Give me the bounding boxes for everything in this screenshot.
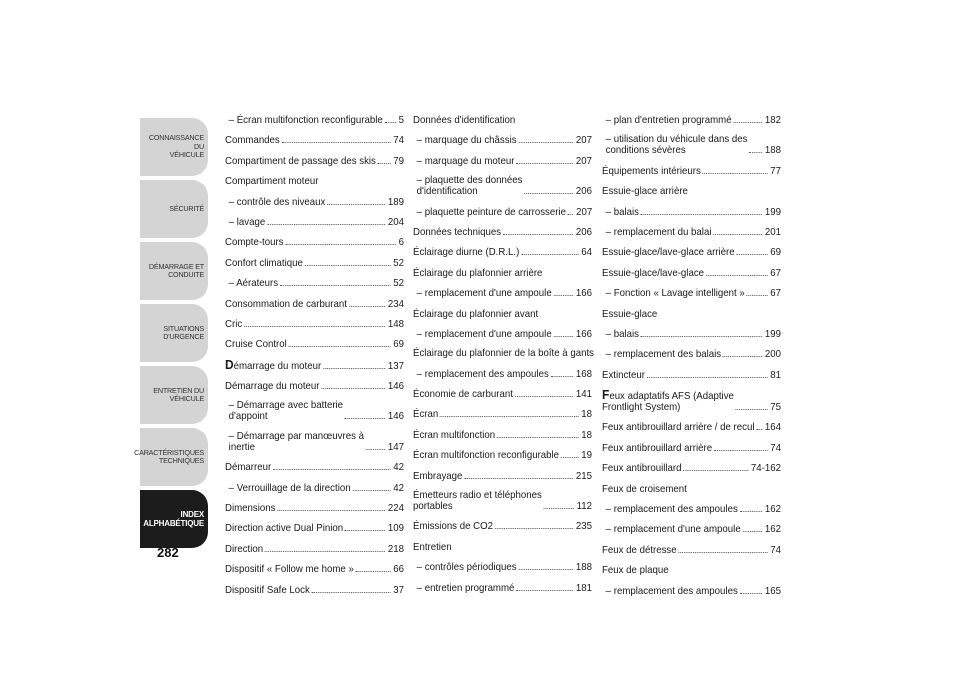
index-entry-page: 199: [764, 205, 781, 218]
index-entry-text: – remplacement des ampoules: [416, 367, 549, 380]
index-entry-text: – Démarrage par manœuvres à inertie: [228, 429, 364, 453]
index-entry-text: – utilisation du véhicule dans des conditions sévères: [605, 133, 748, 157]
index-entry: [602, 308, 781, 320]
chapter-sidebar: [134, 118, 208, 552]
dot-leader: [554, 295, 574, 296]
dot-leader: [518, 142, 573, 143]
index-entry-page: 224: [387, 502, 404, 515]
index-entry-text: Essuie-glace arrière: [602, 185, 688, 198]
index-entry: [413, 582, 592, 594]
dot-leader: [440, 416, 578, 417]
index-entry-page: 79: [393, 154, 404, 167]
dot-leader: [378, 163, 391, 164]
dot-leader: [464, 478, 573, 479]
index-entry: [413, 561, 592, 573]
index-entry-text: Éclairage diurne (D.R.L.): [413, 246, 520, 259]
index-entry: [413, 267, 592, 279]
dot-leader: [641, 214, 762, 215]
index-entry-text: – balais: [605, 205, 639, 218]
dot-leader: [524, 193, 573, 194]
index-entry-page: 69: [393, 338, 404, 351]
index-entry-text: Cruise Control: [225, 338, 287, 351]
index-entry: [413, 246, 592, 258]
index-entry-page: 166: [575, 287, 592, 300]
index-entry-text: Feux de plaque: [602, 564, 669, 577]
index-entry-text: Éclairage du plafonnier avant: [413, 307, 539, 320]
index-entry: [413, 348, 592, 359]
index-entry-page: 42: [393, 461, 404, 474]
index-entry: [602, 544, 781, 556]
index-entry-text: – remplacement d'une ampoule: [605, 523, 741, 536]
chapter-tab-6[interactable]: [134, 428, 208, 486]
index-entry: [602, 369, 781, 381]
index-entry: [413, 328, 592, 340]
index-entry-page: 201: [764, 225, 781, 238]
index-entry-page: 74: [393, 134, 404, 147]
index-entry-text: – Écran multifonction reconfigurable: [228, 114, 383, 126]
index-entry: [602, 134, 781, 156]
dot-leader: [749, 152, 762, 153]
dot-leader: [280, 285, 391, 286]
index-entry-page: 137: [387, 359, 404, 372]
index-entry-page: 19: [581, 449, 592, 462]
dot-leader: [733, 122, 762, 123]
index-entry: [413, 388, 592, 400]
index-entry-text: Dimensions: [225, 502, 276, 515]
chapter-tab-label: SÉCURITÉ: [169, 203, 204, 213]
index-entry-page: 148: [387, 317, 404, 330]
chapter-tab-7[interactable]: [140, 490, 208, 548]
index-entry: [225, 134, 404, 146]
index-entry-page: 6: [398, 236, 404, 249]
index-entry: [413, 134, 592, 146]
dot-leader: [554, 336, 574, 337]
index-entry-page: 67: [770, 266, 781, 279]
index-entry-text: – contrôles périodiques: [416, 561, 517, 574]
index-entry: [225, 196, 404, 208]
index-entry-page: 42: [393, 481, 404, 494]
dot-leader: [641, 336, 762, 337]
index-entry-page: 207: [575, 134, 592, 147]
dot-leader: [647, 377, 768, 378]
index-entry-page: 81: [770, 368, 781, 381]
dot-leader: [385, 122, 396, 123]
dot-leader: [756, 429, 762, 430]
index-entry-page: 206: [575, 185, 592, 198]
dot-leader: [561, 457, 579, 458]
index-entry-page: 207: [575, 154, 592, 167]
index-entry: [225, 338, 404, 350]
index-entry-text: Émissions de CO2: [413, 520, 493, 533]
index-column-2: [413, 114, 592, 602]
dot-leader: [345, 530, 385, 531]
chapter-tab-label: CARACTÉRISTIQUES TECHNIQUES: [134, 447, 204, 465]
index-entry-text: Démarrage du moteur: [225, 356, 322, 372]
index-entry-text: Données techniques: [413, 225, 502, 238]
index-entry-text: Écran multifonction: [413, 428, 496, 441]
index-entry: [602, 483, 781, 495]
dot-leader: [568, 214, 574, 215]
dot-leader: [349, 306, 385, 307]
index-entry-text: Essuie-glace/lave-glace: [602, 266, 705, 279]
dot-leader: [305, 265, 391, 266]
index-entry-page: 188: [764, 144, 781, 157]
index-entry-page: 204: [387, 215, 404, 228]
page-number: 282: [157, 545, 179, 560]
index-entry-text: Démarrage du moteur: [225, 380, 320, 393]
index-entry: [602, 462, 781, 474]
index-entry: [413, 308, 592, 320]
index-entry: [602, 389, 781, 413]
index-entry-text: Écran multifonction reconfigurable: [413, 449, 560, 462]
index-entry: [225, 236, 404, 248]
index-entry-page: 199: [764, 327, 781, 340]
dot-leader: [495, 528, 573, 529]
dot-leader: [277, 510, 385, 511]
index-entry-page: 74: [770, 543, 781, 556]
index-entry: [225, 584, 404, 596]
dot-leader: [321, 388, 385, 389]
chapter-tab-1[interactable]: [140, 118, 208, 176]
index-entry-text: Démarreur: [225, 461, 272, 474]
dot-leader: [356, 571, 391, 572]
dot-leader: [244, 326, 385, 327]
chapter-tab-2[interactable]: [140, 180, 208, 238]
index-entry-page: 52: [393, 277, 404, 290]
index-entry-text: Essuie-glace/lave-glace arrière: [602, 246, 735, 259]
index-entry-text: Données d'identification: [413, 114, 516, 126]
index-entry: [225, 114, 404, 126]
index-entry-text: – plaquette peinture de carrosserie: [416, 205, 566, 218]
index-entry-text: – remplacement des ampoules: [605, 503, 738, 516]
index-entry-text: – Verrouillage de la direction: [228, 481, 351, 494]
dot-leader: [736, 254, 767, 255]
dot-leader: [740, 593, 762, 594]
index-entry-text: – marquage du moteur: [416, 154, 515, 167]
index-entry: [602, 246, 781, 258]
index-column-3: [602, 114, 781, 605]
index-entry: [225, 318, 404, 330]
index-entry: [602, 114, 781, 126]
index-entry-page: 5: [398, 114, 404, 126]
index-entry-text: Confort climatique: [225, 256, 303, 269]
index-entry: [413, 490, 592, 512]
index-entry-text: Compartiment de passage des skis: [225, 154, 376, 167]
index-entry-text: Essuie-glace: [602, 307, 658, 320]
index-entry: [602, 206, 781, 218]
dot-leader: [703, 173, 768, 174]
index-entry: [413, 226, 592, 238]
index-entry: [602, 503, 781, 515]
index-entry-page: 162: [764, 523, 781, 536]
index-entry: [413, 520, 592, 532]
index-entry: [225, 482, 404, 494]
index-entry: [413, 408, 592, 420]
dot-leader: [683, 470, 748, 471]
index-entry: [602, 328, 781, 340]
dot-leader: [497, 437, 578, 438]
index-entry: [602, 267, 781, 279]
index-entry-page: 75: [770, 401, 781, 414]
index-entry: [413, 287, 592, 299]
index-entry-page: 207: [576, 205, 593, 218]
index-entry: [225, 431, 404, 453]
index-entry: [413, 429, 592, 441]
index-entry-text: – remplacement d'une ampoule: [416, 327, 552, 340]
chapter-tab-label: ENTRETIEN DU VÉHICULE: [153, 385, 204, 403]
dot-leader: [521, 254, 578, 255]
index-entry-page: 37: [393, 583, 404, 596]
index-entry-page: 164: [764, 421, 781, 434]
index-entry-page: 165: [764, 584, 781, 597]
index-entry: [602, 348, 781, 360]
index-entry-text: – Fonction « Lavage intelligent »: [605, 287, 745, 300]
index-entry-page: 109: [387, 522, 404, 535]
index-entry-page: 146: [387, 380, 404, 393]
index-entry-page: 181: [575, 581, 592, 594]
index-entry-page: 234: [387, 297, 404, 310]
index-entry-page: 66: [393, 563, 404, 576]
index-entry: [602, 523, 781, 535]
index-entry-page: 141: [575, 388, 592, 401]
index-entry-page: 206: [575, 225, 592, 238]
dot-leader: [713, 234, 762, 235]
dot-leader: [706, 275, 768, 276]
index-entry-text: Feux adaptatifs AFS (Adaptive Frontlight System): [602, 387, 734, 414]
dot-leader: [285, 244, 396, 245]
index-entry-text: Dispositif « Follow me home »: [225, 563, 354, 576]
dot-leader: [503, 234, 573, 235]
index-entry-page: 77: [770, 164, 781, 177]
index-entry: [225, 356, 404, 372]
index-entry: [225, 175, 404, 187]
dot-leader: [289, 346, 391, 347]
dot-leader: [736, 409, 768, 410]
index-entry: [413, 541, 592, 553]
index-entry-text: Commandes: [225, 134, 280, 147]
index-entry-page: 188: [575, 561, 592, 574]
index-entry: [225, 257, 404, 269]
index-entry-text: – entretien programmé: [416, 581, 515, 594]
index-entry-page: 112: [576, 500, 592, 513]
index-entry: [602, 185, 781, 197]
index-entry-text: – remplacement du balai: [605, 225, 712, 238]
index-entry-text: Compte-tours: [225, 236, 284, 249]
chapter-tab-label: INDEX ALPHABÉTIQUE: [143, 510, 204, 528]
chapter-tab-5[interactable]: [140, 366, 208, 424]
dot-leader: [518, 569, 573, 570]
index-entry-text: Embrayage: [413, 469, 463, 482]
dot-leader: [312, 592, 391, 593]
index-entry-text: Extincteur: [602, 368, 645, 381]
dot-leader: [345, 418, 385, 419]
dot-leader: [516, 163, 573, 164]
index-entry: [225, 522, 404, 534]
index-entry-page: 215: [575, 469, 592, 482]
index-entry-page: 146: [387, 410, 404, 423]
index-entry: [602, 421, 781, 433]
index-entry-text: Feux de détresse: [602, 543, 677, 556]
index-entry: [225, 380, 404, 392]
dot-leader: [352, 490, 390, 491]
dot-leader: [723, 356, 762, 357]
index-entry: [413, 368, 592, 380]
index-entry-text: – marquage du châssis: [416, 134, 517, 147]
index-entry: [225, 216, 404, 228]
index-entry: [225, 461, 404, 473]
index-entry-page: 147: [387, 440, 404, 453]
index-entry: [225, 400, 404, 422]
index-entry-text: – Aérateurs: [228, 277, 279, 290]
chapter-tab-label: SITUATIONS D'URGENCE: [163, 323, 204, 341]
dot-leader: [678, 552, 767, 553]
dot-leader: [267, 224, 385, 225]
index-entry-page: 166: [575, 327, 592, 340]
index-entry: [602, 564, 781, 576]
index-entry-page: 74-162: [750, 462, 781, 475]
chapter-tab-label: CONNAISSANCE DU VÉHICULE: [148, 133, 204, 160]
index-entry-page: 52: [393, 256, 404, 269]
dot-leader: [327, 204, 385, 205]
index-entry-page: 67: [770, 287, 781, 300]
index-entry-page: 182: [764, 114, 781, 126]
dot-leader: [714, 450, 768, 451]
index-entry: [602, 585, 781, 597]
index-entry-page: 64: [581, 246, 592, 259]
dot-leader: [516, 590, 573, 591]
index-entry: [225, 277, 404, 289]
index-entry-text: Feux antibrouillard: [602, 462, 682, 475]
index-entry-page: 18: [581, 428, 592, 441]
index-entry: [413, 175, 592, 197]
index-entry: [602, 226, 781, 238]
index-entry-text: Direction active Dual Pinion: [225, 522, 344, 535]
index-entry: [602, 287, 781, 299]
dot-leader: [743, 531, 763, 532]
dot-leader: [740, 511, 762, 512]
index-entry-page: 218: [387, 542, 404, 555]
index-entry-page: 235: [575, 520, 592, 533]
index-entry: [413, 155, 592, 167]
dot-leader: [265, 551, 385, 552]
index-entry-text: – remplacement des ampoules: [605, 584, 738, 597]
index-entry-text: – plan d'entretien programmé: [605, 114, 732, 126]
index-entry-text: Feux antibrouillard arrière: [602, 441, 713, 454]
index-entry-text: – balais: [605, 327, 639, 340]
index-entry-page: 168: [575, 367, 592, 380]
index-entry-text: Économie de carburant: [413, 388, 513, 401]
index-entry: [225, 502, 404, 514]
index-entry-text: Émetteurs radio et téléphones portables: [413, 489, 542, 513]
index-entry: [413, 206, 592, 218]
index-entry-text: Éclairage du plafonnier arrière: [413, 266, 543, 279]
dot-leader: [282, 142, 391, 143]
index-entry-page: 18: [581, 408, 592, 421]
index-entry: [225, 563, 404, 575]
chapter-tab-3[interactable]: [140, 242, 208, 300]
chapter-tab-4[interactable]: [140, 304, 208, 362]
index-entry-text: – remplacement d'une ampoule: [416, 287, 552, 300]
dot-leader: [551, 376, 573, 377]
dot-leader: [515, 396, 573, 397]
index-entry-page: 162: [764, 503, 781, 516]
index-entry-text: Éclairage du plafonnier de la boîte à gants: [413, 347, 594, 360]
index-entry: [413, 114, 592, 126]
dot-leader: [747, 295, 768, 296]
index-entry-text: Écran: [413, 408, 439, 421]
index-entry-text: Feux antibrouillard arrière / de recul: [602, 421, 755, 434]
dot-leader: [544, 508, 574, 509]
index-entry-page: 200: [764, 348, 781, 361]
index-entry-text: – remplacement des balais: [605, 348, 722, 361]
index-entry: [225, 155, 404, 167]
index-entry-text: Compartiment moteur: [225, 175, 319, 188]
index-entry-page: 74: [770, 441, 781, 454]
index-entry-page: 69: [770, 246, 781, 259]
index-entry: [602, 165, 781, 177]
index-entry-text: Dispositif Safe Lock: [225, 583, 310, 596]
index-entry-text: Consommation de carburant: [225, 297, 347, 310]
index-entry-text: – contrôle des niveaux: [228, 195, 326, 208]
index-entry-text: Cric: [225, 317, 243, 330]
dot-leader: [273, 469, 390, 470]
index-column-1: [225, 114, 404, 604]
index-entry-text: – lavage: [228, 215, 266, 228]
index-entry-text: – plaquette des données d'identification: [416, 174, 523, 198]
index-entry-text: Feux de croisement: [602, 482, 687, 495]
index-entry: [413, 470, 592, 482]
dot-leader: [366, 449, 385, 450]
index-entry-text: Entretien: [413, 540, 452, 553]
dot-leader: [323, 368, 385, 369]
index-entry: [413, 449, 592, 461]
index-entry-page: 189: [387, 195, 404, 208]
chapter-tab-label: DÉMARRAGE ET CONDUITE: [148, 261, 204, 279]
index-entry: [602, 442, 781, 454]
index-entry: [225, 543, 404, 555]
index-entry-text: – Démarrage avec batterie d'appoint: [228, 399, 344, 423]
index-entry: [225, 298, 404, 310]
index-entry-text: Équipements intérieurs: [602, 164, 701, 177]
index-entry-text: Direction: [225, 542, 264, 555]
